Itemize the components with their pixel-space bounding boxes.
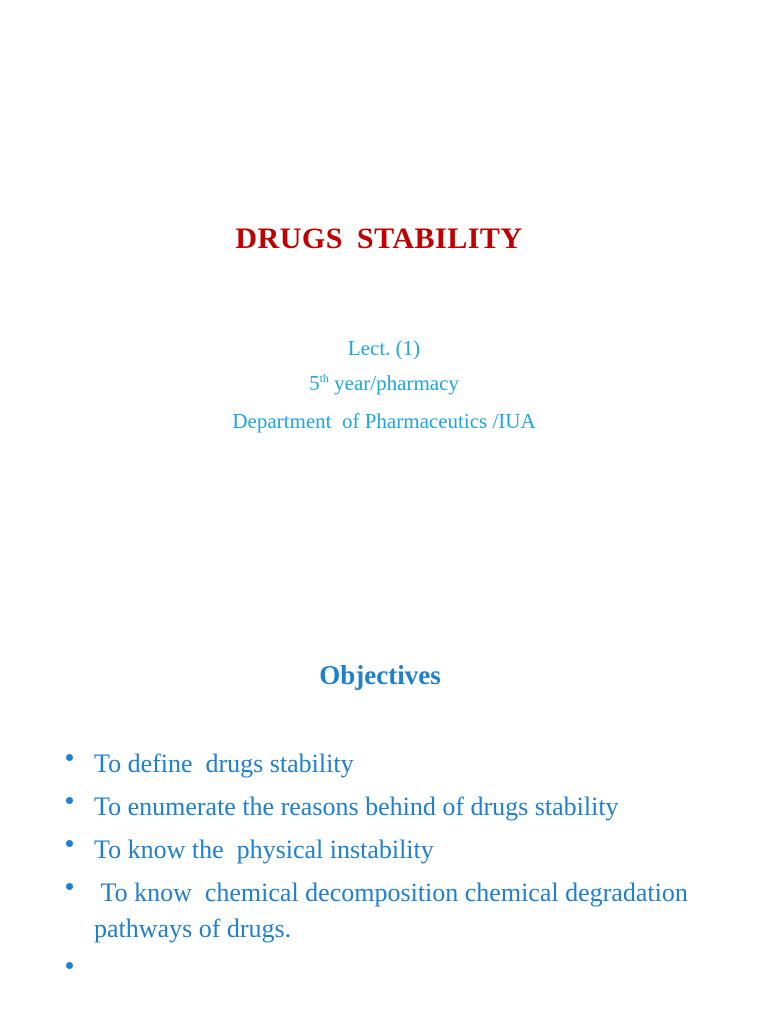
bullet-icon [66, 754, 73, 761]
objective-text: To define drugs stability [94, 749, 354, 778]
objective-text: To enumerate the reasons behind of drugs stability [94, 792, 619, 821]
objective-item [60, 832, 760, 868]
slide-title: DRUGS STABILITY [235, 222, 523, 255]
bullet-icon [66, 883, 73, 890]
year-line [0, 371, 768, 396]
year-text: year/pharmacy [328, 371, 459, 395]
bullet-icon [66, 962, 73, 969]
year-number: 5 [309, 371, 320, 395]
bullet-icon [66, 797, 73, 804]
objective-text: To know chemical decomposition chemical degradation pathways of drugs. [94, 878, 695, 943]
department-line: Department of Pharmaceutics /IUA [232, 409, 536, 433]
year-superscript: th [319, 371, 329, 385]
bullet-icon [66, 840, 73, 847]
objective-item [60, 746, 760, 782]
lecture-number: Lect. (1) [347, 336, 421, 360]
objective-item [60, 789, 760, 825]
objective-item [60, 875, 760, 947]
objective-text: To know the physical instability [94, 835, 434, 864]
objective-item-empty [60, 954, 760, 990]
objectives-heading: Objectives [319, 660, 441, 690]
objectives-list [60, 746, 760, 997]
